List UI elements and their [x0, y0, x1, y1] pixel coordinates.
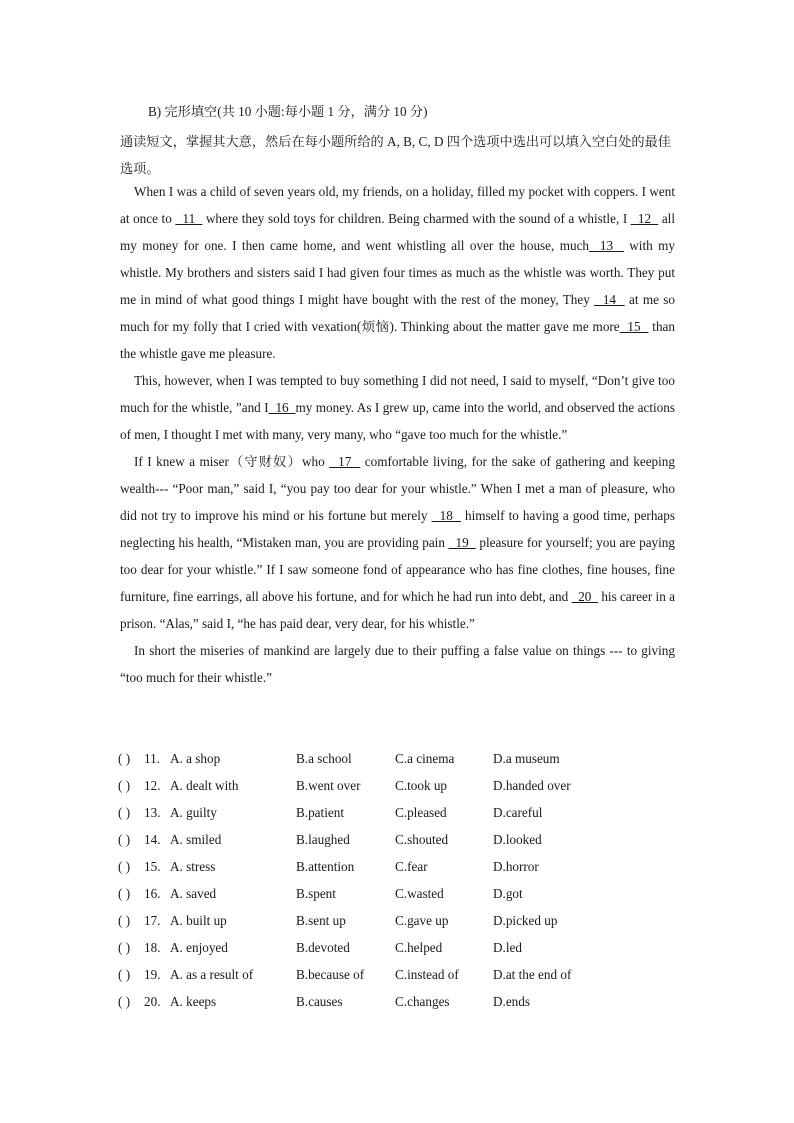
question-number: 11.	[144, 751, 160, 766]
option-c: C.changes	[395, 994, 450, 1009]
option-d: D.ends	[493, 994, 530, 1009]
option-a: A. dealt with	[170, 778, 239, 793]
option-c: C.pleased	[395, 805, 447, 820]
section-instructions: 通读短文，掌握其大意，然后在每小题所给的 A, B, C, D 四个选项中选出可以填入空白处的最佳选项。	[120, 134, 671, 176]
answer-parentheses[interactable]: ( )	[118, 967, 131, 982]
option-c: C.took up	[395, 778, 448, 793]
option-b: B.a school	[296, 751, 352, 766]
question-number: 15.	[144, 859, 161, 874]
option-a: A. saved	[170, 886, 217, 901]
answer-parentheses[interactable]: ( )	[118, 859, 131, 874]
option-b: B.went over	[296, 778, 361, 793]
answer-parentheses[interactable]: ( )	[118, 913, 131, 928]
option-d: D.handed over	[493, 778, 571, 793]
section-heading: B) 完形填空(共 10 小题:每小题 1 分，满分 10 分)	[148, 104, 428, 119]
question-number: 12.	[144, 778, 161, 793]
question-number: 20.	[144, 994, 161, 1009]
answer-parentheses[interactable]: ( )	[118, 940, 131, 955]
blank-13: 13	[589, 238, 624, 253]
answer-parentheses[interactable]: ( )	[118, 805, 131, 820]
option-a: A. guilty	[170, 805, 217, 820]
option-b: B.attention	[296, 859, 355, 874]
blank-20: 20	[571, 589, 599, 604]
option-d: D.careful	[493, 805, 543, 820]
passage-paragraph-3: If I knew a miser（守财奴）who 17 comfortable living, for the sake of gathering and keeping wealth--- “Poor man,” said I, “you pay too dear for your whistle.” When I met a man of pleasure, who did not try to improve his mind or his fortune but merely 18 himself to having a good time, perhaps neglecting his health, “Mistaken man, you are providing pain 19 pleasure for yourself; you are paying too dear for your whistle.” If I saw someone fond of appearance who has fine clothes, fine houses, fine furniture, fine earrings, all above his fortune, and for which he had run into debt, and 20 his career in a prison. “Alas,” said I, “he has paid dear, very dear, for his whistle.”	[120, 454, 675, 631]
question-number: 19.	[144, 967, 161, 982]
blank-17: 17	[329, 454, 361, 469]
option-d: D.at the end of	[493, 967, 572, 982]
option-c: C.wasted	[395, 886, 444, 901]
option-a: A. built up	[170, 913, 227, 928]
option-d: D.horror	[493, 859, 539, 874]
option-a: A. stress	[170, 859, 216, 874]
option-a: A. keeps	[170, 994, 217, 1009]
question-number: 14.	[144, 832, 161, 847]
option-b: B.spent	[296, 886, 336, 901]
passage-paragraph-2: This, however, when I was tempted to buy something I did not need, I said to myself, “Don’t give too much for the whistle, ”and I 16 my money. As I grew up, came into the world, and observed the actions of men, I thought I met with many, very many, who “gave too much for the whistle.”	[120, 373, 676, 442]
blank-19: 19	[448, 535, 476, 550]
blank-15: 15	[619, 319, 649, 334]
blank-12: 12	[630, 211, 659, 226]
option-b: B.devoted	[296, 940, 350, 955]
option-c: C.gave up	[395, 913, 449, 928]
option-c: C.shouted	[395, 832, 449, 847]
passage-paragraph-4: In short the miseries of mankind are largely due to their puffing a false value on things --- to giving “too much for their whistle.”	[120, 643, 675, 685]
option-b: B.patient	[296, 805, 344, 820]
answer-parentheses[interactable]: ( )	[118, 751, 131, 766]
passage-paragraph-1: When I was a child of seven years old, my friends, on a holiday, filled my pocket with coppers. I went at once to 11 where they sold toys for children. Being charmed with the sound of a whistle, I 12 all my money for one. I then came home, and went whistling all over the house, much 13 with my whistle. My brothers and sisters said I had given four times as much as the whistle was worth. They put me in mind of what good things I might have bought with the rest of the money, They 14 at me so much for my folly that I cried with vexation(烦恼). Thinking about the matter gave me more 15 than the whistle gave me pleasure.	[120, 184, 676, 361]
option-a: A. smiled	[170, 832, 222, 847]
option-c: C.instead of	[395, 967, 459, 982]
option-d: D.a museum	[493, 751, 560, 766]
blank-11: 11	[175, 211, 203, 226]
answer-parentheses[interactable]: ( )	[118, 778, 131, 793]
question-number: 16.	[144, 886, 161, 901]
option-a: A. enjoyed	[170, 940, 228, 955]
option-c: C.a cinema	[395, 751, 455, 766]
option-a: A. a shop	[170, 751, 221, 766]
blank-18: 18	[431, 508, 461, 523]
option-c: C.helped	[395, 940, 443, 955]
option-d: D.led	[493, 940, 522, 955]
option-b: B.laughed	[296, 832, 350, 847]
answer-parentheses[interactable]: ( )	[118, 994, 131, 1009]
question-number: 18.	[144, 940, 161, 955]
cloze-passage	[120, 178, 675, 691]
option-c: C.fear	[395, 859, 428, 874]
question-number: 17.	[144, 913, 161, 928]
answer-parentheses[interactable]: ( )	[118, 832, 131, 847]
option-d: D.looked	[493, 832, 542, 847]
option-b: B.causes	[296, 994, 343, 1009]
option-d: D.picked up	[493, 913, 558, 928]
option-d: D.got	[493, 886, 523, 901]
blank-16: 16	[268, 400, 296, 415]
question-number: 13.	[144, 805, 161, 820]
option-a: A. as a result of	[170, 967, 254, 982]
answer-parentheses[interactable]: ( )	[118, 886, 131, 901]
option-b: B.because of	[296, 967, 365, 982]
blank-14: 14	[594, 292, 625, 307]
option-b: B.sent up	[296, 913, 346, 928]
